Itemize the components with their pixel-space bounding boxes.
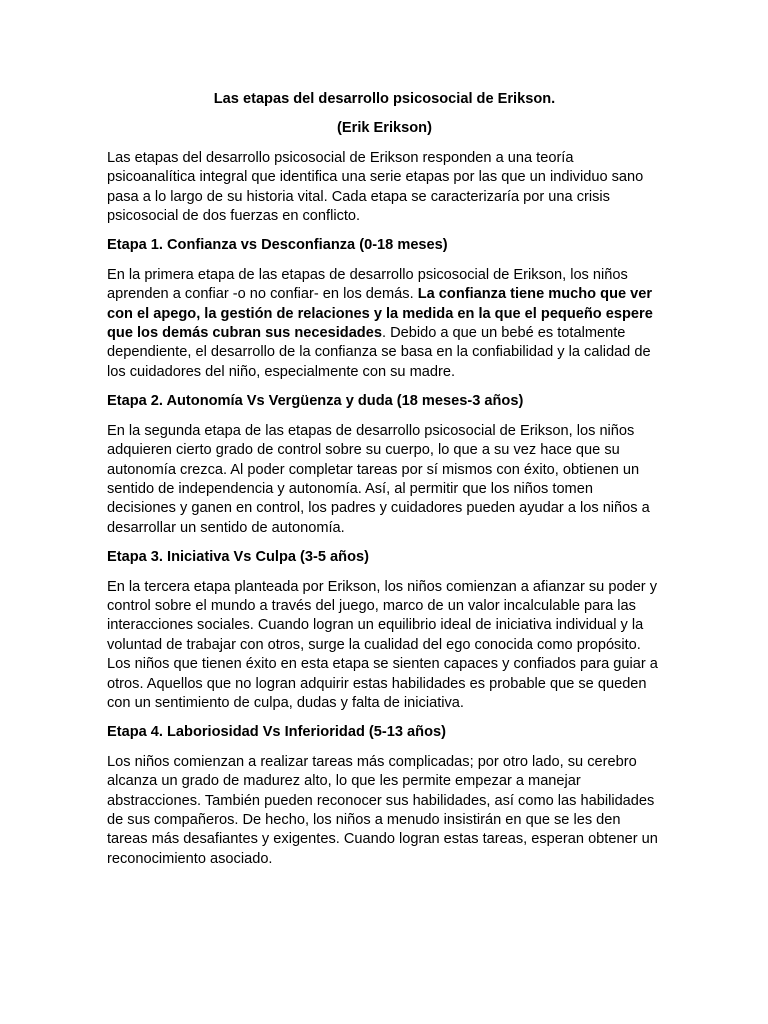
stage-4-paragraph: Los niños comienzan a realizar tareas más complicadas; por otro lado, su cerebro alcanza un grado de madurez alto, lo que les permite empezar a manejar abstracciones. También pueden reconocer sus habilidades, así como las habilidades de sus compañeros. De hecho, los niños a menudo insistirán en que se les den tareas más desafiantes y exigentes. Cuando logran estas tareas, esperan obtener un reconocimiento asociado. <box>107 753 658 867</box>
stage-2-heading: Etapa 2. Autonomía Vs Vergüenza y duda (18 meses-3 años) <box>107 393 524 410</box>
stage-4-heading: Etapa 4. Laboriosidad Vs Inferioridad (5-13 años) <box>107 724 446 741</box>
stage-1-bold-text: La confianza tiene mucho que ver con el apego, la gestión de relaciones y la medida en la que el pequeño espere que los demás cubran sus necesidades <box>107 286 653 342</box>
stage-1-text-start: En la primera etapa de las etapas de desarrollo psicosocial de Erikson, los niños aprenden a confiar -o no confiar- en los demás. <box>107 266 628 303</box>
stage-1-paragraph <box>107 266 662 382</box>
stage-1-text-end: . Debido a que un bebé es totalmente dependiente, el desarrollo de la confianza se basa en la confiabilidad y la calidad de los cuidadores del niño, especialmente con su madre. <box>107 325 651 380</box>
stage-3-heading: Etapa 3. Iniciativa Vs Culpa (3-5 años) <box>107 549 369 566</box>
stage-3-paragraph: En la tercera etapa planteada por Erikson, los niños comienzan a afianzar su poder y control sobre el mundo a través del juego, marco de un valor incalculable para las interacciones sociales. Cuando logran un equilibrio ideal de iniciativa individual y la voluntad de trabajar con otros, surge la cualidad del ego conocida como propósito. Los niños que tienen éxito en esta etapa se sienten capaces y confiados para guiar a otros. Aquellos que no logran adquirir estas habilidades es probable que se queden con un sentimiento de culpa, dudas y falta de iniciativa. <box>107 578 658 711</box>
intro-paragraph: Las etapas del desarrollo psicosocial de Erikson responden a una teoría psicoanalítica integral que identifica una serie etapas por las que un individuo sano pasa a lo largo de su historia vital. Cada etapa se caracterizaría por una crisis psicosocial de dos fuerzas en conflicto. <box>107 149 644 225</box>
stage-2-paragraph: En la segunda etapa de las etapas de desarrollo psicosocial de Erikson, los niños adquieren cierto grado de control sobre su cuerpo, lo que a su vez hace que su autonomía crezca. Al poder completar tareas por sí mismos con éxito, obtienen un sentido de independencia y autonomía. Así, al permitir que los niños tomen decisiones y ganen en control, los padres y cuidadores pueden ayudar a los niños a desarrollar un sentido de autonomía. <box>107 422 650 536</box>
document-author: (Erik Erikson) <box>337 120 432 137</box>
document-title: Las etapas del desarrollo psicosocial de Erikson. <box>213 91 556 107</box>
document-content <box>107 90 662 879</box>
stage-1-heading: Etapa 1. Confianza vs Desconfianza (0-18 meses) <box>107 237 448 254</box>
